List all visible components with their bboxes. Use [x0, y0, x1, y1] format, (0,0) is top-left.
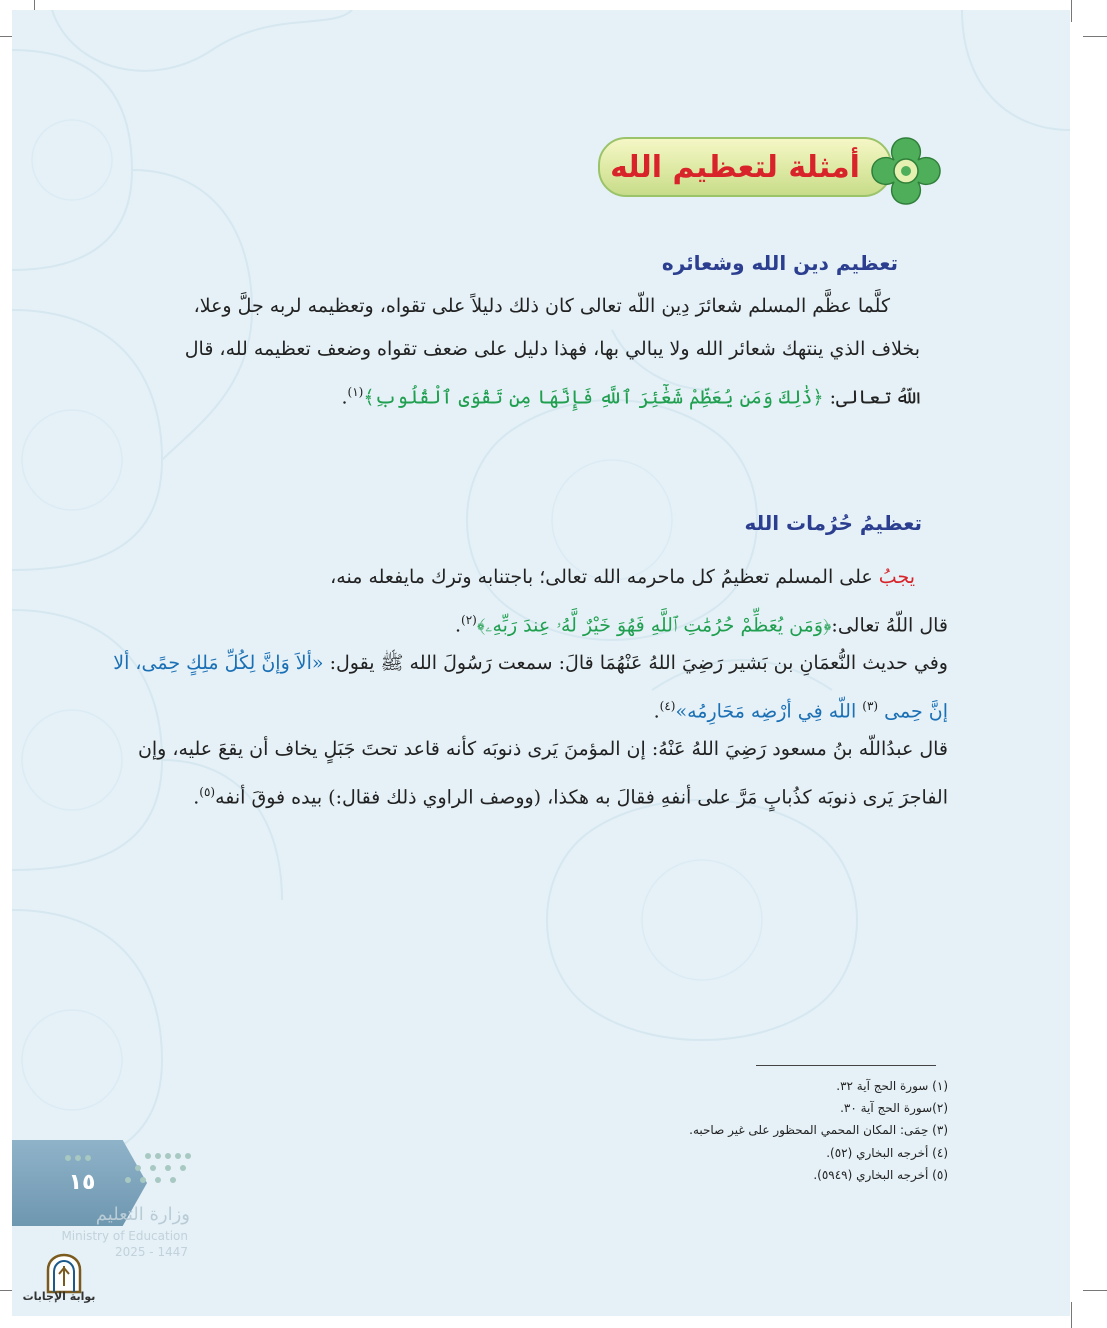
- section2-line-3: [113, 642, 948, 685]
- section2-line-3-prefix: وفي حديث النُّعمَانِ بن بَشير رَضِيَ اللهُ عَنْهُمَا قالَ: سمعت رَسُولَ الله ﷺ يقول:: [323, 652, 948, 674]
- emphasis-word: يجبُ: [878, 566, 915, 588]
- section1-line-1: كلَّما عظَّم المسلم شعائرَ دِين اللّه تعالى كان ذلك دليلاً على تقواه، وتعظيمه لربه جلَّ وعلا،: [193, 295, 890, 317]
- section2-line-5: قال عبدُاللّه بنُ مسعود رَضِيَ اللهُ عَنْهُ: إن المؤمنَ يَرى ذنوبَه كأنه قاعد تحتَ جَبَلٍ يخاف أن يقعَ عليه، وإن: [137, 738, 948, 760]
- section2-line-4: [500, 685, 948, 728]
- banner-title: أمثلة لتعظيم الله: [610, 150, 860, 185]
- section2-line-2: [300, 599, 948, 642]
- page-number: ١٥: [68, 1170, 96, 1195]
- footnote-ref-3: (٣): [862, 699, 879, 713]
- footnote-5: (٥) أخرجه البخاري (٥٩٤٩).: [813, 1168, 948, 1182]
- ministry-name-arabic: وزارة التعليم: [95, 1204, 190, 1225]
- quran-verse-1: ﴿ذَٰلِكَ وَمَن يُعَظِّمْ شَعَٰٓئِرَ ٱللَّهِ فَإِنَّهَا مِن تَقْوَى ٱلْقُلُوبِ﴾: [363, 386, 824, 409]
- section2-line-1: [180, 556, 915, 599]
- footnote-4: (٤) أخرجه البخاري (٥٢).: [826, 1146, 948, 1160]
- ministry-name-english: Ministry of Education: [61, 1229, 188, 1243]
- section1-line-2: بخلاف الذي ينتهك شعائر الله ولا يبالي بها، فهذا دليل على ضعف تقواه وضعف تعظيمه لله، قال: [184, 338, 920, 360]
- section2-line-4-suffix: .: [653, 700, 660, 723]
- footnote-1: (١) سورة الحج آية ٣٢.: [836, 1079, 948, 1093]
- footnote-ref-2: (٢): [461, 613, 477, 627]
- green-flower-ornament-icon: [866, 132, 946, 210]
- section2-line-1-rest: على المسلم تعظيمُ كل ماحرمه الله تعالى؛ باجتنابه وترك مايفعله منه،: [330, 566, 879, 588]
- quran-verse-2: ﴿وَمَن يُعَظِّمْ حُرُمَٰتِ ٱللَّهِ فَهُوَ خَيْرٌ لَّهُۥ عِندَ رَبِّهِۦ﴾: [476, 614, 832, 637]
- crop-mark: [1071, 0, 1072, 22]
- section2-line-2-suffix: .: [454, 614, 461, 637]
- footnote-ref-1: (١): [347, 385, 364, 399]
- section2-line-2-prefix: قال اللّهُ تعالى:: [831, 614, 948, 637]
- crop-mark: [1083, 36, 1107, 37]
- section2-heading: تعظيمُ حُرُمات الله: [744, 511, 922, 535]
- footnote-ref-5: (٥): [199, 785, 216, 799]
- ministry-year: 2025 - 1447: [114, 1245, 188, 1259]
- footnote-3: (٣) حِمَى: المكان المحمي المحظور على غير صاحبه.: [689, 1123, 948, 1137]
- hadith-text-1: «ألاَ وَإنَّ لِكُلِّ مَلِكٍ حِمًى، ألا: [113, 652, 324, 674]
- hadith-text-2a: إنَّ حِمى: [878, 700, 948, 723]
- footnote-ref-4: (٤): [659, 699, 676, 713]
- section2-line-6-suffix: .: [193, 786, 200, 809]
- section2-line-6: [110, 771, 948, 814]
- section1-line-3: [300, 371, 920, 414]
- crop-mark: [1071, 1302, 1072, 1328]
- hadith-text-2b: اللّه فِي أرْضِه مَحَارِمُه»: [675, 700, 863, 723]
- footnote-divider: [756, 1065, 936, 1066]
- crop-mark: [1083, 1290, 1107, 1291]
- section2-line-6-text: الفاجرَ يَرى ذنوبَه كذُبابٍ مَرَّ على أنفهِ فقالَ به هكذا، (ووصف الراوي ذلك فقال:) بيده فوقَ أنفه: [215, 786, 948, 809]
- section1-line-3-suffix: .: [341, 386, 348, 409]
- section1-line-3-prefix: اللّهُ تعالى:: [823, 386, 920, 409]
- site-logo-text: بوابة الإجابات: [22, 1290, 96, 1303]
- footnote-2: (٢)سورة الحج آية ٣٠.: [840, 1101, 948, 1115]
- section1-heading: تعظيم دين الله وشعائره: [661, 251, 898, 275]
